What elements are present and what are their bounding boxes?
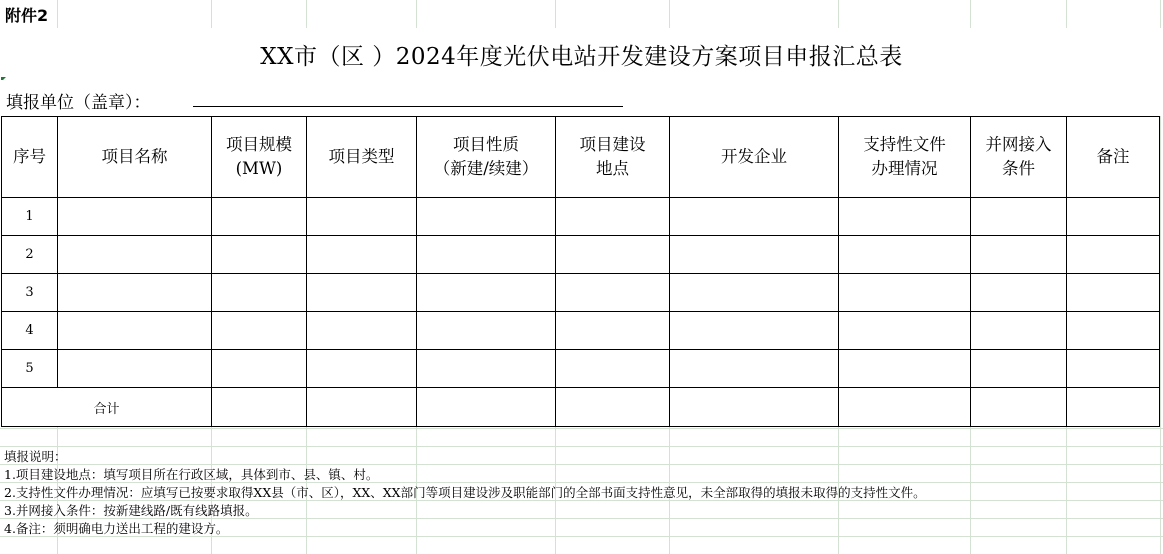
data-cell[interactable] xyxy=(58,274,212,312)
data-cell[interactable] xyxy=(1067,198,1160,236)
data-cell[interactable] xyxy=(556,198,670,236)
data-cell[interactable] xyxy=(556,388,670,427)
header-line1: 支持性文件 xyxy=(863,135,946,154)
gridline xyxy=(0,428,1163,429)
summary-table xyxy=(1,116,1160,427)
header-line2: 条件 xyxy=(1002,159,1035,178)
data-cell[interactable] xyxy=(1067,312,1160,350)
data-cell[interactable] xyxy=(839,312,971,350)
reporting-unit-label: 填报单位（盖章）： xyxy=(6,93,151,113)
header-line2: (MW) xyxy=(235,159,283,178)
data-cell[interactable] xyxy=(307,274,417,312)
header-line1: 项目性质 xyxy=(453,135,519,154)
data-cell[interactable] xyxy=(1067,350,1160,388)
data-cell[interactable] xyxy=(839,198,971,236)
header-cell[interactable] xyxy=(2,117,58,198)
data-cell[interactable] xyxy=(556,312,670,350)
data-cell[interactable] xyxy=(971,350,1067,388)
data-cell[interactable] xyxy=(670,274,839,312)
data-cell[interactable] xyxy=(839,274,971,312)
data-cell[interactable] xyxy=(417,350,556,388)
data-cell[interactable] xyxy=(556,236,670,274)
data-cell[interactable] xyxy=(839,236,971,274)
data-cell[interactable] xyxy=(839,388,971,427)
total-row xyxy=(2,388,1160,427)
data-cell[interactable] xyxy=(58,198,212,236)
data-cell[interactable] xyxy=(1067,274,1160,312)
data-cell[interactable] xyxy=(1067,236,1160,274)
header-cell[interactable] xyxy=(670,117,839,198)
data-cell[interactable] xyxy=(417,274,556,312)
table-row xyxy=(2,350,1160,388)
header-line1: 并网接入 xyxy=(985,135,1052,154)
data-cell[interactable] xyxy=(212,274,307,312)
data-cell[interactable] xyxy=(58,350,212,388)
header-line1: 开发企业 xyxy=(721,147,787,166)
data-cell[interactable] xyxy=(212,198,307,236)
header-line1: 项目规模 xyxy=(226,135,292,154)
data-cell[interactable] xyxy=(417,236,556,274)
gridline xyxy=(0,446,1163,447)
data-cell[interactable] xyxy=(212,350,307,388)
header-row xyxy=(2,117,1160,198)
data-cell[interactable] xyxy=(212,388,307,427)
data-cell[interactable] xyxy=(1067,388,1160,427)
page-title: XX市（区 ）2024年度光伏电站开发建设方案项目申报汇总表 xyxy=(260,44,903,70)
table-row xyxy=(2,274,1160,312)
data-cell[interactable] xyxy=(417,388,556,427)
data-cell[interactable] xyxy=(971,312,1067,350)
note-item: 3.并网接入条件：按新建线路/既有线路填报。 xyxy=(4,503,258,518)
header-cell[interactable] xyxy=(1067,117,1160,198)
data-cell[interactable] xyxy=(971,198,1067,236)
data-cell[interactable] xyxy=(670,236,839,274)
header-cell[interactable] xyxy=(58,117,212,198)
header-line2: 地点 xyxy=(596,159,629,178)
data-cell[interactable] xyxy=(417,198,556,236)
data-cell[interactable] xyxy=(307,350,417,388)
data-cell[interactable] xyxy=(971,388,1067,427)
data-cell[interactable] xyxy=(212,312,307,350)
data-cell[interactable] xyxy=(417,312,556,350)
header-line1: 项目建设 xyxy=(579,135,646,154)
row-number-cell[interactable]: 4 xyxy=(2,312,58,350)
notes-heading: 填报说明： xyxy=(4,449,67,464)
data-cell[interactable] xyxy=(212,236,307,274)
header-cell[interactable] xyxy=(839,117,971,198)
data-cell[interactable] xyxy=(971,274,1067,312)
header-line2: 办理情况 xyxy=(871,159,938,178)
reporting-unit-input-line[interactable] xyxy=(193,106,623,107)
table-row xyxy=(2,312,1160,350)
data-cell[interactable] xyxy=(58,236,212,274)
data-cell[interactable] xyxy=(556,274,670,312)
unit-merged-cell xyxy=(0,80,1163,116)
row-number-cell[interactable]: 3 xyxy=(2,274,58,312)
header-line1: 项目类型 xyxy=(328,147,395,166)
header-cell[interactable] xyxy=(307,117,417,198)
note-item: 2.支持性文件办理情况：应填写已按要求取得XX县（市、区），XX、XX部门等项目建设涉及职能部门的全部书面支持性意见，未全部取得的填报未取得的支持性文件。 xyxy=(4,485,926,500)
header-line1: 项目名称 xyxy=(101,147,168,166)
header-cell[interactable] xyxy=(971,117,1067,198)
header-line2: （新建/续建） xyxy=(433,159,539,178)
data-cell[interactable] xyxy=(670,350,839,388)
data-cell[interactable] xyxy=(556,350,670,388)
row-number-cell[interactable]: 1 xyxy=(2,198,58,236)
header-line1: 序号 xyxy=(13,147,46,166)
table-row xyxy=(2,198,1160,236)
data-cell[interactable] xyxy=(307,312,417,350)
table-row xyxy=(2,236,1160,274)
data-cell[interactable] xyxy=(307,388,417,427)
note-item: 1.项目建设地点：填写项目所在行政区域，具体到市、县、镇、村。 xyxy=(4,467,379,482)
row-number-cell[interactable]: 2 xyxy=(2,236,58,274)
attachment-label: 附件2 xyxy=(5,6,49,25)
data-cell[interactable] xyxy=(670,312,839,350)
data-cell[interactable] xyxy=(307,198,417,236)
data-cell[interactable] xyxy=(670,388,839,427)
data-cell[interactable] xyxy=(971,236,1067,274)
data-cell[interactable] xyxy=(839,350,971,388)
total-label-cell[interactable]: 合计 xyxy=(2,388,212,427)
header-line1: 备注 xyxy=(1096,147,1130,166)
header-cell[interactable] xyxy=(212,117,307,198)
data-cell[interactable] xyxy=(58,312,212,350)
header-cell[interactable] xyxy=(417,117,556,198)
note-item: 4.备注：须明确电力送出工程的建设方。 xyxy=(4,521,229,536)
header-cell[interactable] xyxy=(556,117,670,198)
row-number-cell[interactable]: 5 xyxy=(2,350,58,388)
data-cell[interactable] xyxy=(307,236,417,274)
data-cell[interactable] xyxy=(670,198,839,236)
